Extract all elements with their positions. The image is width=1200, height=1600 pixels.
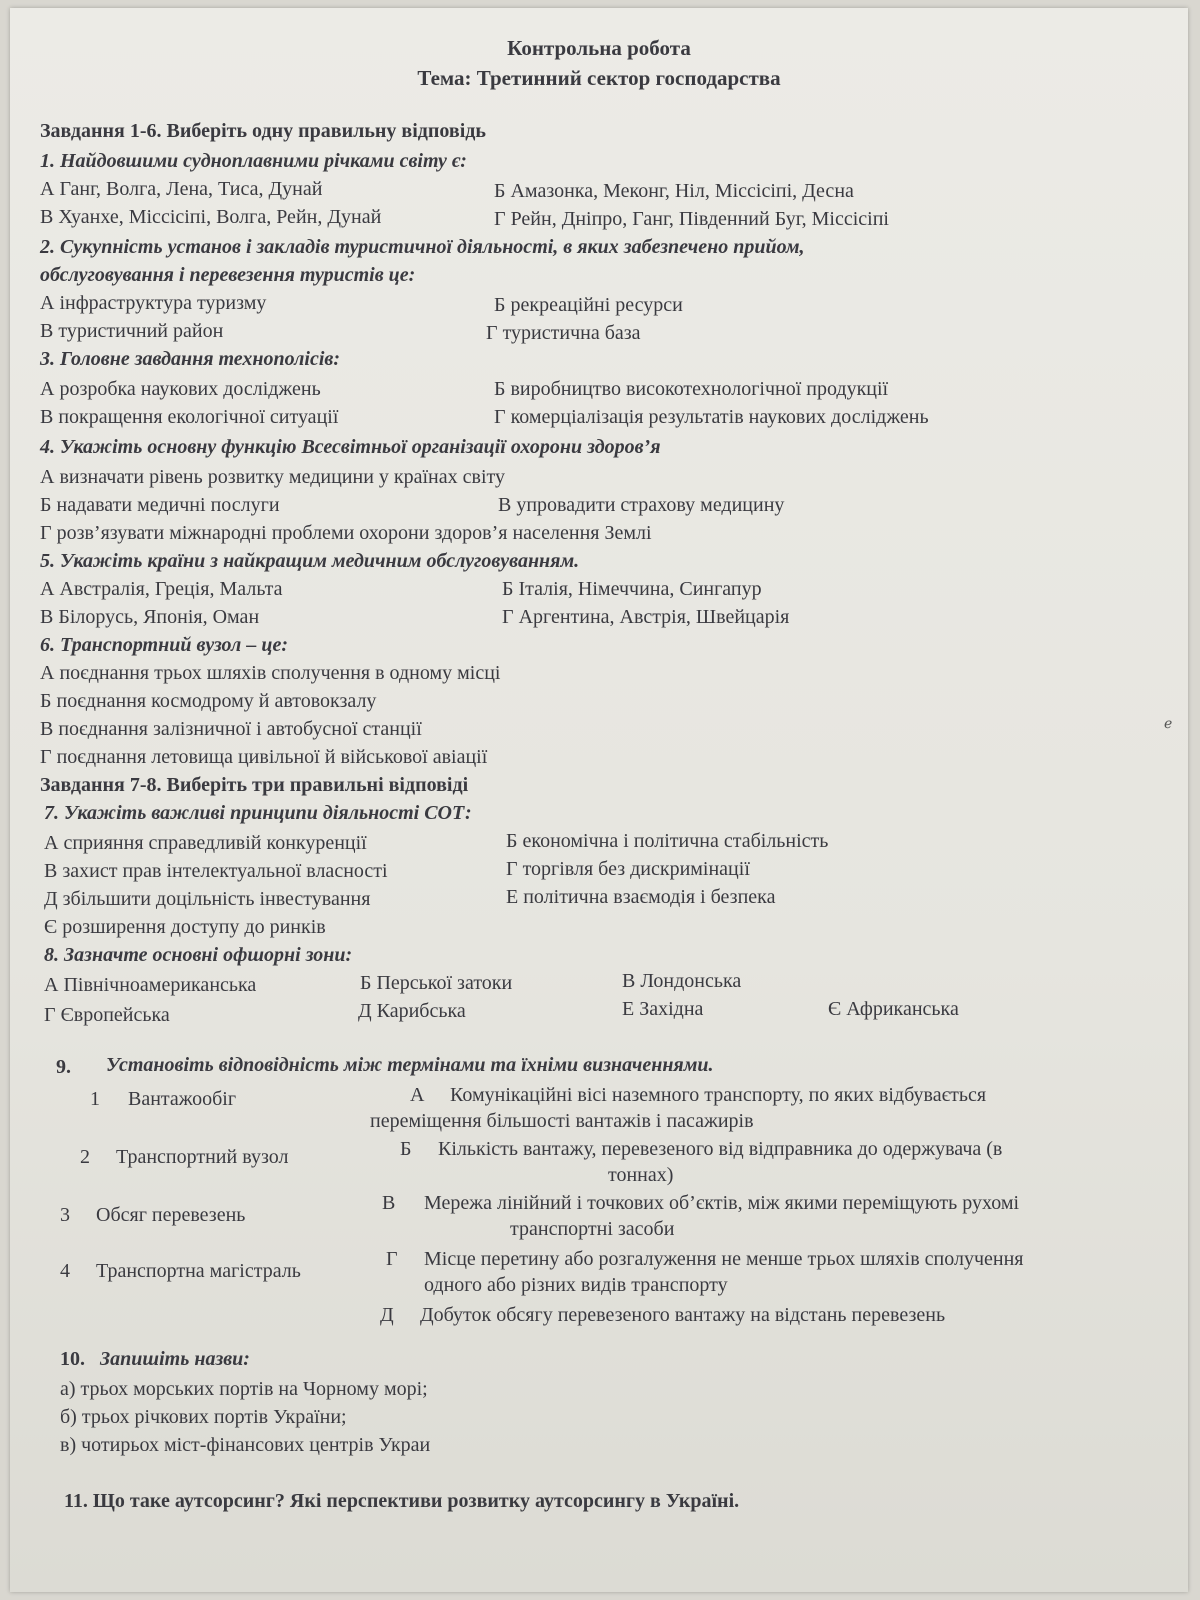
q8-option-g: Є Африканська xyxy=(828,998,959,1020)
question-6: 6. Транспортний вузол – це: xyxy=(40,634,288,656)
q8-option-f: Е Західна xyxy=(622,998,704,1020)
question-4: 4. Укажіть основну функцію Всесвітньої організації охорони здоров’я xyxy=(40,436,661,458)
q3-option-b: Б виробництво високотехнологічної продукції xyxy=(494,378,889,400)
q5-option-b: Б Італія, Німеччина, Сингапур xyxy=(502,578,762,600)
q9-term-number: 1 xyxy=(90,1088,100,1110)
q9-definition-cont: переміщення більшості вантажів і пасажирів xyxy=(370,1110,754,1132)
section-heading-1-6: Завдання 1-6. Виберіть одну правильну відповідь xyxy=(40,120,486,142)
q8-option-d: Г Європейська xyxy=(44,1004,170,1026)
question-10: Запишіть назви: xyxy=(100,1348,250,1370)
q9-definition-cont: тоннах) xyxy=(608,1164,674,1186)
q9-definition-letter: А xyxy=(410,1084,425,1106)
question-7: 7. Укажіть важливі принципи діяльності СОТ: xyxy=(44,802,472,824)
q7-option-e: Д збільшити доцільність інвестування xyxy=(44,888,371,910)
q1-option-c: В Хуанхе, Міссісіпі, Волга, Рейн, Дунай xyxy=(40,206,382,228)
q9-term: Транспортний вузол xyxy=(116,1146,289,1168)
q9-definition: Місце перетину або розгалуження не менше трьох шляхів сполучення xyxy=(424,1248,1024,1270)
q9-definition: Добуток обсягу перевезеного вантажу на відстань перевезень xyxy=(420,1304,946,1326)
q7-option-c: В захист прав інтелектуальної власності xyxy=(44,860,388,882)
q7-option-b: Б економічна і політична стабільність xyxy=(506,830,829,852)
q9-definition: Комунікаційні вісі наземного транспорту, по яких відбувається xyxy=(450,1084,987,1106)
q2-option-b: Б рекреаційні ресурси xyxy=(494,294,683,316)
q6-option-b: Б поєднання космодрому й автовокзалу xyxy=(40,690,377,712)
q2-option-a: А інфраструктура туризму xyxy=(40,292,267,314)
q8-option-e: Д Карибська xyxy=(358,1000,466,1022)
question-11: 11. Що таке аутсорсинг? Які перспективи розвитку аутсорсингу в Україні. xyxy=(64,1490,740,1512)
q9-definition-letter: Б xyxy=(400,1138,412,1160)
q8-option-b: Б Перської затоки xyxy=(360,972,513,994)
q4-option-b: Б надавати медичні послуги xyxy=(40,494,280,516)
q9-definition-letter: Д xyxy=(380,1304,394,1326)
margin-mark: ℯ xyxy=(1164,717,1173,732)
question-2-cont: обслуговування і перевезення туристів це: xyxy=(40,264,416,286)
q8-option-a: А Північноамериканська xyxy=(44,974,257,996)
worksheet-topic: Тема: Третинний сектор господарства xyxy=(417,66,781,90)
q9-definition: Кількість вантажу, перевезеного від відправника до одержувача (в xyxy=(438,1138,1003,1160)
q9-definition-cont: транспортні засоби xyxy=(510,1218,675,1240)
q2-option-d: Г туристична база xyxy=(486,322,641,344)
q2-option-c: В туристичний район xyxy=(40,320,224,342)
question-2: 2. Сукупність установ і закладів туристичної діяльності, в яких забезпечено прийом, xyxy=(40,236,805,258)
q1-option-b: Б Амазонка, Меконг, Ніл, Міссісіпі, Десна xyxy=(494,180,854,202)
q10-item-c: в) чотирьох міст-фінансових центрів Украи xyxy=(60,1434,431,1456)
q10-item-a: а) трьох морських портів на Чорному морі; xyxy=(60,1378,428,1400)
worksheet-page xyxy=(10,8,1188,1592)
q5-option-c: В Білорусь, Японія, Оман xyxy=(40,606,260,628)
q5-option-d: Г Аргентина, Австрія, Швейцарія xyxy=(502,606,790,628)
q10-item-b: б) трьох річкових портів України; xyxy=(60,1406,347,1428)
question-5: 5. Укажіть країни з найкращим медичним обслуговуванням. xyxy=(40,550,580,572)
q4-option-a: А визначати рівень розвитку медицини у країнах світу xyxy=(40,466,505,488)
q6-option-d: Г поєднання летовища цивільної й військової авіації xyxy=(40,746,488,768)
question-9-number: 9. xyxy=(56,1056,71,1078)
q7-option-g: Є розширення доступу до ринків xyxy=(44,916,326,938)
q6-option-a: А поєднання трьох шляхів сполучення в одному місці xyxy=(40,662,501,684)
q7-option-a: А сприяння справедливій конкуренції xyxy=(44,832,367,854)
question-9: Установіть відповідність між термінами та їхніми визначеннями. xyxy=(106,1054,714,1076)
q1-option-a: А Ганг, Волга, Лена, Тиса, Дунай xyxy=(40,178,323,200)
q5-option-a: А Австралія, Греція, Мальта xyxy=(40,578,283,600)
q6-option-c: В поєднання залізничної і автобусної станції xyxy=(40,718,422,740)
q4-option-d: Г розв’язувати міжнародні проблеми охорони здоров’я населення Землі xyxy=(40,522,652,544)
question-8: 8. Зазначте основні офшорні зони: xyxy=(44,944,353,966)
section-heading-7-8: Завдання 7-8. Виберіть три правильні відповіді xyxy=(40,774,469,796)
q3-option-a: А розробка наукових досліджень xyxy=(40,378,321,400)
q9-term-number: 2 xyxy=(80,1146,90,1168)
q9-definition-cont: одного або різних видів транспорту xyxy=(424,1274,728,1296)
question-3: 3. Головне завдання технополісів: xyxy=(40,348,340,370)
q9-term-number: 3 xyxy=(60,1204,70,1226)
q9-definition-letter: Г xyxy=(386,1248,398,1270)
q7-option-f: Е політична взаємодія і безпека xyxy=(506,886,776,908)
q9-definition-letter: В xyxy=(382,1192,396,1214)
q9-term-number: 4 xyxy=(60,1260,70,1282)
q7-option-d: Г торгівля без дискримінації xyxy=(506,858,750,880)
worksheet-title: Контрольна робота xyxy=(507,36,691,60)
question-10-number: 10. xyxy=(60,1348,85,1370)
question-1: 1. Найдовшими судноплавними річками світу є: xyxy=(40,150,467,172)
q9-term: Транспортна магістраль xyxy=(96,1260,301,1282)
q4-option-c: В упровадити страхову медицину xyxy=(498,494,785,516)
q9-term: Обсяг перевезень xyxy=(96,1204,246,1226)
q3-option-d: Г комерціалізація результатів наукових досліджень xyxy=(494,406,929,428)
q9-term: Вантажообіг xyxy=(128,1088,237,1110)
q1-option-d: Г Рейн, Дніпро, Ганг, Південний Буг, Міссісіпі xyxy=(494,208,889,230)
q3-option-c: В покращення екологічної ситуації xyxy=(40,406,339,428)
q9-definition: Мережа лінійний і точкових об’єктів, між якими переміщують рухомі xyxy=(424,1192,1020,1214)
q8-option-c: В Лондонська xyxy=(622,970,742,992)
